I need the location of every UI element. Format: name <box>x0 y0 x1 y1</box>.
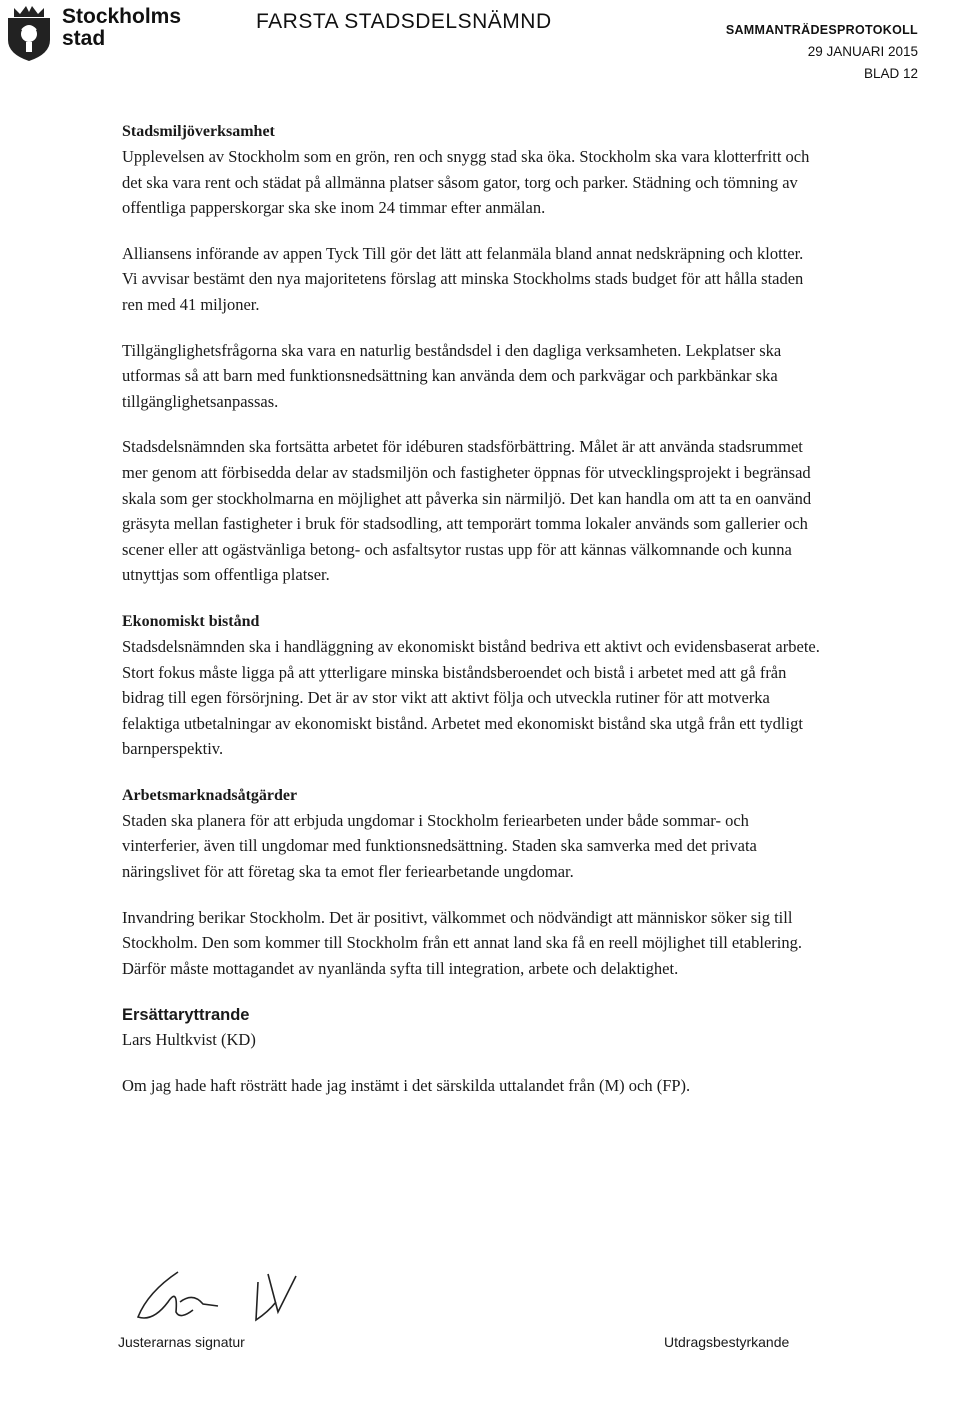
handwritten-signature <box>118 1262 338 1332</box>
paragraph: Stadsdelsnämnden ska i handläggning av ekonomiskt bistånd bedriva ett aktivt och evidensbaserat arbete. Stort fokus måste ligga på att ytterligare minska biståndsberoendet och bistå i arbetet med att gå från bidrag till egen försörjning. Det är av stor vikt att aktivt följa och utveckla rutiner för att motverka felaktiga utbetalningar av ekonomiskt bistånd. Arbetet med ekonomiskt bistånd ska utgå från ett tydligt barnperspektiv. <box>122 636 820 759</box>
substitute-statement: Om jag hade haft rösträtt hade jag instämt i det särskilda uttalandet från (M) och (FP). <box>122 1076 691 1096</box>
committee-title: FARSTA STADSDELSNÄMND <box>256 10 552 33</box>
section-ersattaryttrande <box>122 1003 822 1098</box>
paragraph: Alliansens införande av appen Tyck Till gör det lätt att felanmäla bland annat nedskräpning och klotter. Vi avvisar bestämt den nya majoritetens förslag att minska Stockholms stads budget för att hålla staden ren med 41 miljoner. <box>122 243 804 314</box>
document-meta <box>726 19 918 85</box>
brand-name <box>62 6 181 50</box>
section-heading: Ersättaryttrande <box>122 1006 250 1025</box>
paragraph: Upplevelsen av Stockholm som en grön, ren och snygg stad ska öka. Stockholm ska vara klotterfritt och det ska vara rent och städat på allmänna platser såsom gator, torg och parker. Städning och tömning av offentliga papperskorgar ska ske inom 24 timmar efter anmälan. <box>122 147 810 218</box>
document-type: SAMMANTRÄDESPROTOKOLL <box>725 23 918 37</box>
section-arbetsmarknad <box>122 784 822 982</box>
utdragsbestyrkande-label: Utdragsbestyrkande <box>664 1334 790 1350</box>
section-heading: Arbetsmarknadsåtgärder <box>122 786 298 804</box>
section-heading: Stadsmiljöverksamhet <box>122 123 275 140</box>
section-stadsmiljo <box>122 120 822 588</box>
document-date: 29 JANUARI 2015 <box>807 44 918 59</box>
section-heading: Ekonomiskt bistånd <box>122 612 260 630</box>
section-ekonomiskt-bistand <box>122 610 822 762</box>
paragraph: Staden ska planera för att erbjuda ungdomar i Stockholm feriearbeten under både sommar- och vinterferier, även till ungdomar med funktionsnedsättning. Staden ska samverka med det privata näringslivet för att företag ska ta emot fler feriearbetande ungdomar. <box>122 810 757 882</box>
paragraph: Tillgänglighetsfrågorna ska vara en naturlig beståndsdel i den dagliga verksamheten. Lekplatser ska utformas så att barn med funktionsnedsättning kan använda dem och parkvägar och parkbänkar ska tillgänglighetsanpassas. <box>122 340 782 411</box>
justerare-signature-label: Justerarnas signatur <box>118 1334 245 1350</box>
page-number: BLAD 12 <box>863 66 918 81</box>
paragraph: Invandring berikar Stockholm. Det är positivt, välkommet och nödvändigt att människor söker sig till Stockholm. Den som kommer till Stockholm från ett annat land ska få en reell möjlighet till etablering. Därför måste mottagandet av nyanlända syfta till integration, arbete och delaktighet. <box>122 907 803 978</box>
brand-line-2: stad <box>62 27 106 50</box>
substitute-name: Lars Hultkvist (KD) <box>122 1030 256 1050</box>
brand-line-1: Stockholms <box>62 5 182 28</box>
document-body <box>122 120 822 1099</box>
paragraph: Stadsdelsnämnden ska fortsätta arbetet för idéburen stadsförbättring. Målet är att använda stadsrummet mer genom att förbisedda delar av stadsmiljön och fastigheter öppnas för utvecklingsprojekt i begränsad skala som ger stockholmarna en möjlighet att påverka sin närmiljö. Det kan handla om att ta en oanvänd gräsyta mellan fastigheter i bruk för stadsodling, att temporärt tomma lokaler används som gallerier och scener eller att ogästvänliga betong- och asfaltsytor rustas upp för att kännas välkomnande och kunna utnyttjas som offentliga platser. <box>122 437 812 585</box>
stockholm-crest-logo <box>4 4 54 62</box>
